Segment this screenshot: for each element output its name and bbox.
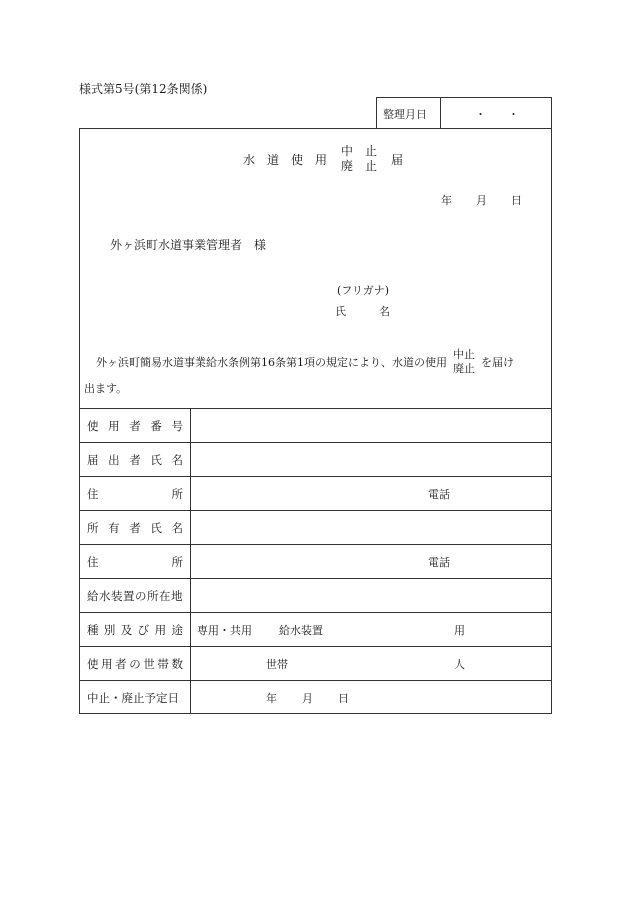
- row-label-owner-name: 所 有 者 氏 名: [87, 521, 183, 535]
- row-label-notifier-name: 届 出 者 氏 名: [87, 453, 183, 467]
- planned-month-label: 月: [302, 692, 313, 705]
- planned-day-label: 日: [338, 692, 349, 705]
- person-unit-label: 人: [454, 658, 465, 671]
- statement-text-end: を届け: [481, 355, 514, 369]
- title-options: [341, 144, 377, 174]
- record-date-label: 整理月日: [383, 108, 427, 121]
- household-unit-label: 世帯: [266, 658, 288, 671]
- title-suffix: 届: [391, 152, 404, 167]
- furigana-label: (フリガナ): [337, 284, 390, 297]
- row-label-planned-date: 中止・廃止予定日: [87, 691, 179, 705]
- row-label-household-count: 使 用 者 の 世 帯 数: [87, 657, 183, 671]
- form-number: 様式第5号(第12条関係): [79, 82, 208, 96]
- addressee: 外ヶ浜町水道事業管理者 様: [110, 238, 267, 252]
- form-title: [243, 144, 403, 174]
- statement-line2: 出ます。: [84, 382, 128, 395]
- date-year-label: 年: [441, 194, 452, 207]
- row-label-address-2: 住 所: [87, 555, 183, 569]
- title-option-abolish: 廃 止: [341, 159, 378, 173]
- planned-year-label: 年: [266, 692, 277, 705]
- date-day-label: 日: [511, 194, 522, 207]
- use-type-value[interactable]: 専用・共用: [197, 624, 252, 637]
- use-suffix-label: 用: [454, 624, 465, 637]
- statement-option-suspend: 中止: [453, 348, 475, 361]
- statement-text: 外ヶ浜町簡易水道事業給水条例第16条第1項の規定により、水道の使用: [96, 355, 447, 369]
- row-label-device-location: 給水装置の所在地: [87, 589, 183, 603]
- title-prefix: 水 道 使 用: [243, 152, 328, 167]
- record-date-box: [376, 97, 552, 129]
- phone-label-1: 電話: [428, 488, 450, 501]
- phone-label-2: 電話: [428, 556, 450, 569]
- date-month-label: 月: [476, 194, 487, 207]
- row-label-type-use: 種 別 及 び 用 途: [87, 623, 183, 637]
- statement-options: [453, 348, 475, 376]
- row-label-address-1: 住 所: [87, 487, 183, 501]
- row-label-user-number: 使 用 者 番 号: [87, 419, 183, 433]
- statement-line1: [96, 348, 514, 376]
- title-option-suspend: 中 止: [341, 144, 378, 158]
- statement-option-abolish: 廃止: [453, 361, 475, 375]
- supply-device-label: 給水装置: [279, 624, 323, 637]
- record-date-value[interactable]: ・ ・: [475, 108, 519, 121]
- applicant-name-label: 氏 名: [335, 305, 390, 318]
